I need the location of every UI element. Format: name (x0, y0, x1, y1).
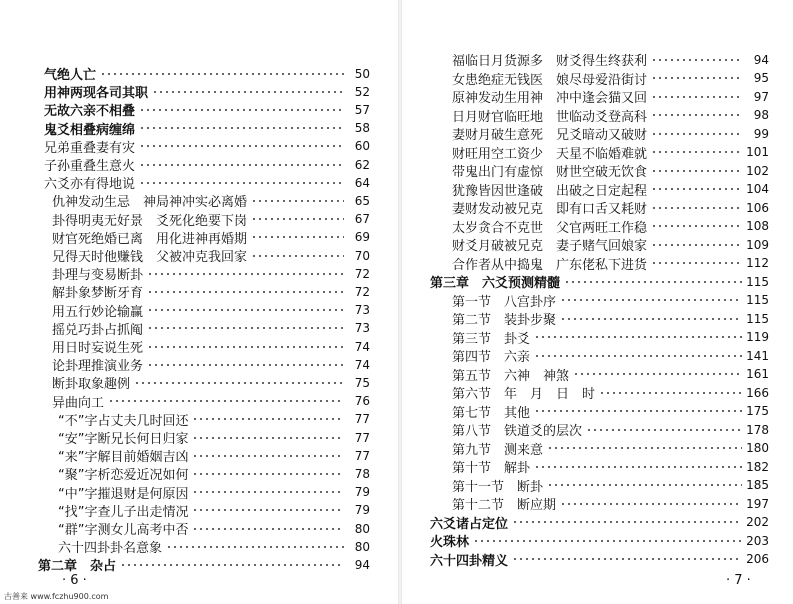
toc-entry (452, 476, 769, 495)
toc-entry (52, 301, 370, 320)
dot-leader (560, 503, 742, 505)
toc-entry-page: 180 (746, 441, 769, 455)
toc-entry-title: 第七节 其他 (452, 405, 531, 421)
toc-entry-title: 气绝人亡 (44, 68, 97, 83)
toc-entry-title: 用五行妙论输赢 (52, 304, 144, 320)
toc-entry-title: 用神两现各司其职 (44, 86, 149, 102)
toc-entry-page: 80 (354, 539, 370, 554)
toc-entry-page: 166 (746, 385, 769, 400)
toc-entry-title: 六十四卦精义 (430, 553, 509, 569)
dot-leader (139, 145, 344, 147)
toc-entry (452, 402, 769, 421)
toc-entry-title: 合作者从中捣鬼 广东佬私下进货 (452, 257, 648, 273)
toc-entry-page: 175 (746, 404, 769, 418)
toc-entry-page: 67 (354, 212, 370, 227)
toc-entry-page: 80 (354, 521, 370, 536)
dot-leader (192, 528, 344, 530)
toc-entry (44, 64, 370, 83)
dot-leader (192, 455, 344, 457)
dot-leader (651, 170, 742, 172)
dot-leader (651, 151, 742, 153)
toc-entry-page: 77 (354, 430, 370, 445)
toc-entry (452, 235, 769, 254)
toc-entry (452, 291, 769, 310)
dot-leader (564, 281, 742, 283)
dot-leader (147, 309, 344, 311)
dot-leader (147, 327, 344, 329)
toc-entry-title: 摇兑巧卦占抓阄 (52, 322, 144, 338)
toc-entry-page: 178 (746, 422, 769, 437)
toc-entry-page: 64 (354, 175, 370, 190)
toc-entry-page: 79 (354, 503, 370, 518)
toc-entry-title: 财爻月破被兄克 妻子赌气回娘家 (452, 239, 648, 254)
dot-leader (534, 466, 742, 468)
toc-entry (452, 346, 769, 365)
dot-leader (512, 558, 742, 560)
toc-entry-page: 182 (746, 459, 769, 474)
toc-entry-page: 77 (354, 412, 370, 427)
toc-entry (44, 100, 370, 119)
dot-leader (147, 346, 344, 348)
toc-entry-title: 带鬼出门有虚惊 财世空破无饮食 (452, 165, 648, 180)
toc-entry-title: 六十四卦卦名意象 (58, 541, 163, 557)
toc-entry-page: 58 (354, 121, 370, 136)
toc-entry (452, 328, 769, 347)
toc-entry-page: 115 (746, 311, 769, 326)
dot-leader (547, 447, 742, 449)
toc-entry-page: 102 (746, 163, 769, 178)
toc-entry-page: 115 (746, 293, 769, 307)
toc-entry-page: 101 (746, 145, 769, 159)
toc-entry-page: 97 (753, 89, 769, 104)
dot-leader (192, 491, 344, 493)
dot-leader (651, 225, 742, 227)
toc-entry-page: 73 (354, 321, 370, 336)
toc-entry (452, 457, 769, 476)
toc-entry (452, 383, 769, 402)
toc-entry (52, 355, 370, 374)
toc-entry-title: “安”字断兄长何日归家 (58, 432, 189, 447)
toc-entry-page: 62 (354, 157, 370, 172)
toc-entry (52, 228, 370, 247)
toc-entry-page: 109 (746, 237, 769, 252)
toc-entry-title: “来”字解目前婚姻吉凶 (58, 450, 189, 466)
toc-entry-page: 185 (746, 478, 769, 492)
dot-leader (147, 273, 344, 275)
toc-entry-title: 解卦象梦断牙育 (52, 286, 144, 302)
toc-entry-title: 用日时妄说生死 (52, 341, 144, 356)
toc-entry (52, 191, 370, 210)
toc-entry-page: 69 (354, 230, 370, 245)
toc-entry-title: 犹豫皆因世逢破 出破之日定起程 (452, 183, 648, 199)
dot-leader (192, 437, 344, 439)
toc-entry-title: 第一节 八宫卦序 (452, 294, 557, 310)
toc-entry-page: 52 (354, 84, 370, 99)
dot-leader (560, 299, 742, 301)
toc-entry-page: 99 (753, 126, 769, 141)
right-page (400, 0, 793, 604)
toc-entry-title: 太岁贪合不克世 父官两旺工作稳 (452, 220, 648, 236)
dot-leader (251, 236, 344, 238)
dot-leader (251, 218, 344, 220)
toc-entry (452, 124, 769, 143)
toc-entry-page: 76 (354, 394, 370, 409)
toc-entry (44, 119, 370, 138)
dot-leader (651, 188, 742, 190)
toc-entry (52, 319, 370, 338)
toc-entry (430, 550, 769, 569)
toc-entry-title: 第十节 解卦 (452, 461, 531, 476)
toc-entry-page: 79 (354, 485, 370, 500)
toc-entry-title: 论卦理推演业务 (52, 359, 144, 375)
toc-entry-page: 202 (746, 515, 769, 529)
toc-entry-title: 第九节 测来意 (452, 442, 544, 458)
toc-entry-title: 财旺用空工资少 天星不临婚难就 (452, 146, 648, 162)
toc-entry-title: 第三章 六爻预测精髓 (430, 276, 561, 291)
toc-entry-page: 95 (753, 71, 769, 85)
toc-entry-title: 卦理与变易断卦 (52, 268, 144, 284)
watermark: 古善来 www.fczhu900.com (4, 592, 109, 601)
toc-entry-title: 第二节 装卦步聚 (452, 313, 557, 328)
dot-leader (534, 355, 742, 357)
toc-entry (44, 155, 370, 174)
dot-leader (100, 73, 344, 75)
dot-leader (651, 244, 742, 246)
toc-entry-page: 94 (354, 557, 370, 572)
dot-leader (139, 182, 344, 184)
toc-entry-page: 57 (354, 102, 370, 117)
toc-entry-title: 第十二节 断应期 (452, 498, 557, 513)
toc-entry-title: “中”字摧退财是何原因 (58, 486, 189, 502)
toc-entry (52, 282, 370, 301)
toc-entry-title: 财官死绝婚已离 用化进神再婚期 (52, 231, 248, 247)
toc-entry (58, 464, 370, 483)
toc-entry-title: “群”字测女儿高考中否 (58, 523, 189, 538)
toc-entry (452, 198, 769, 217)
toc-entry-title: “不”字占丈夫几时回还 (58, 413, 189, 429)
dot-leader (139, 109, 344, 111)
dot-leader (147, 291, 344, 293)
toc-entry-page: 112 (746, 256, 769, 270)
toc-entry (452, 69, 769, 88)
toc-entry-title: 卦得明夷无好景 爻死化绝要下岗 (52, 213, 248, 229)
toc-entry-page: 94 (753, 52, 769, 67)
toc-entry (52, 392, 370, 411)
dot-leader (147, 364, 344, 366)
dot-leader (547, 484, 742, 486)
dot-leader (599, 392, 742, 394)
dot-leader (573, 373, 742, 375)
toc-entry-title: 第五节 六神 神煞 (452, 368, 570, 384)
page-number: · 6 · (62, 573, 87, 588)
dot-leader (512, 521, 742, 523)
dot-leader (651, 262, 742, 264)
toc-entry-page: 141 (746, 348, 769, 363)
toc-entry (452, 420, 769, 439)
toc-entry-title: 异曲向工 (52, 395, 105, 411)
dot-leader (251, 200, 344, 202)
toc-entry (58, 537, 370, 556)
toc-entry-page: 206 (746, 552, 769, 566)
dot-leader (534, 410, 742, 412)
toc-entry-title: 日月财官临旺地 世临动爻登高科 (452, 109, 648, 125)
dot-leader (651, 133, 743, 135)
toc-entry (58, 410, 370, 429)
toc-entry (44, 137, 370, 156)
toc-entry-page: 78 (354, 466, 370, 481)
dot-leader (108, 400, 344, 402)
toc-entry-title: 第四节 六亲 (452, 350, 531, 365)
toc-entry-page: 72 (354, 284, 370, 299)
toc-entry-title: 第十一节 断卦 (452, 479, 544, 495)
toc-entry (452, 309, 769, 328)
toc-entry-page: 108 (746, 219, 769, 233)
toc-entry (430, 272, 769, 291)
page-number: · 7 · (726, 573, 751, 588)
dot-leader (134, 382, 344, 384)
toc-entry (44, 173, 370, 192)
dot-leader (192, 473, 344, 475)
toc-entry (58, 446, 370, 465)
dot-leader (152, 91, 344, 93)
toc-entry-page: 74 (354, 339, 370, 354)
toc-entry (44, 82, 370, 101)
toc-entry-title: 六爻诸占定位 (430, 516, 509, 532)
toc-entry-page: 104 (746, 182, 769, 196)
dot-leader (651, 114, 743, 116)
dot-leader (192, 418, 344, 420)
toc-entry (58, 501, 370, 520)
dot-leader (192, 509, 344, 511)
toc-entry-page: 73 (354, 303, 370, 318)
toc-entry (58, 428, 370, 447)
toc-entry (430, 531, 769, 550)
toc-entry-title: 第八节 铁道爻的层次 (452, 424, 583, 439)
toc-entry-title: “找”字查儿子出走情况 (58, 504, 189, 520)
toc-entry-page: 203 (746, 533, 769, 548)
toc-entry-page: 60 (354, 139, 370, 154)
toc-entry (452, 106, 769, 125)
toc-entry (58, 519, 370, 538)
dot-leader (560, 318, 742, 320)
toc-entry-title: 妻财发动被兄克 即有口舌又耗财 (452, 202, 648, 217)
toc-entry-title: 兄得天时他赚钱 父被冲克我回家 (52, 250, 248, 265)
toc-entry (452, 494, 769, 513)
toc-entry-title: “聚”字析恋爱近况如何 (58, 468, 189, 484)
toc-entry-title: 第六节 年 月 日 时 (452, 387, 596, 402)
toc-entry (52, 264, 370, 283)
toc-entry-page: 98 (753, 108, 769, 122)
toc-entry-page: 74 (354, 357, 370, 372)
toc-entry (452, 50, 769, 69)
dot-leader (139, 164, 344, 166)
toc-entry-title: 第三节 卦爻 (452, 331, 531, 347)
toc-entry-title: 仇神发动生忌 神局神冲实必离婚 (52, 195, 248, 211)
toc-entry-page: 119 (746, 330, 769, 344)
toc-entry (452, 143, 769, 162)
toc-entry-page: 50 (354, 66, 370, 81)
toc-entry (52, 373, 370, 392)
dot-leader (120, 564, 344, 566)
toc-entry-title: 原神发动生用神 冲中逢会猫又回 (452, 91, 648, 106)
dot-leader (166, 546, 344, 548)
toc-entry-title: 六爻亦有得地说 (44, 177, 136, 193)
toc-entry (452, 254, 769, 273)
toc-entry-page: 106 (746, 200, 769, 215)
toc-entry (452, 180, 769, 199)
toc-entry-title: 子孙重叠生意火 (44, 159, 136, 174)
toc-entry-page: 75 (354, 375, 370, 390)
toc-entry-page: 72 (354, 266, 370, 281)
dot-leader (651, 59, 743, 61)
dot-leader (534, 336, 742, 338)
toc-entry-title: 第二章 杂占 (38, 559, 117, 575)
toc-entry-title: 断卦取象趣例 (52, 377, 131, 393)
toc-entry-title: 鬼爻相叠病缠绵 (44, 122, 136, 138)
toc-entry-title: 福临日月货源多 财爻得生终获利 (452, 54, 648, 69)
toc-entry-page: 197 (746, 496, 769, 511)
toc-entry-page: 77 (354, 448, 370, 463)
toc-entry (452, 87, 769, 106)
toc-entry-title: 火珠林 (430, 535, 470, 550)
toc-entry (452, 439, 769, 458)
toc-entry (452, 365, 769, 384)
toc-entry-page: 115 (746, 274, 769, 289)
toc-entry-title: 无故六亲不相叠 (44, 104, 136, 120)
toc-entry-title: 妻财月破生意死 兄爻暗动又破财 (452, 128, 648, 143)
toc-entry (452, 161, 769, 180)
toc-entry-page: 65 (354, 193, 370, 208)
dot-leader (586, 429, 742, 431)
dot-leader (651, 207, 742, 209)
toc-entry (52, 337, 370, 356)
dot-leader (473, 540, 742, 542)
dot-leader (251, 255, 344, 257)
toc-entry-page: 161 (746, 367, 769, 381)
toc-entry (430, 513, 769, 532)
toc-entry (452, 217, 769, 236)
toc-entry-title: 兄弟重叠妻有灾 (44, 140, 136, 156)
dot-leader (651, 96, 743, 98)
toc-entry (52, 246, 370, 265)
toc-entry (52, 210, 370, 229)
toc-entry-page: 70 (354, 248, 370, 263)
toc-entry (58, 483, 370, 502)
dot-leader (651, 77, 743, 79)
toc-entry-title: 女患绝症无钱医 娘尽母爱沿街讨 (452, 72, 648, 88)
toc-entry (38, 555, 370, 574)
dot-leader (139, 127, 344, 129)
